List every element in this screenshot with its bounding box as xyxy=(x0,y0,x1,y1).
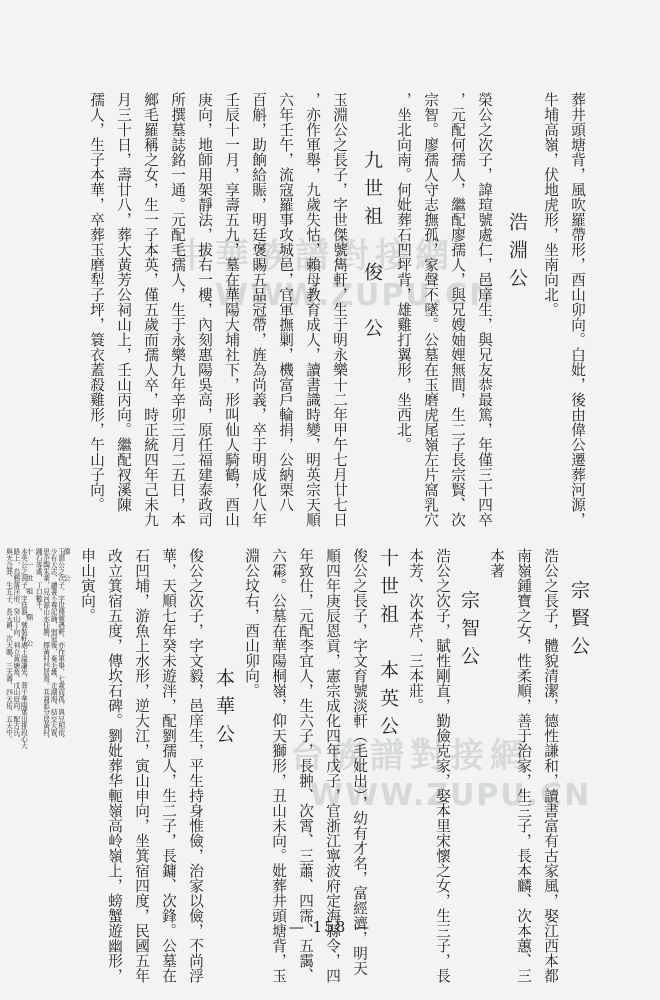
heading-zong-zhi: 宗智公 xyxy=(458,590,480,674)
wei-line-1: 玉淵公之次子，字世傳號遇軒，亦作軍舉，七歲而孤，與兄相依， xyxy=(56,548,65,743)
hao-yuan-line-1: 榮公之次子，諱瑄號處仁，邑庠生，與兄友恭最篤，年僅三十四卒 xyxy=(476,92,493,527)
jun-line-10: 孺人，生子本華，卒葬玉磨犁子坪，簑衣蓋殺雞形，午山子向。 xyxy=(88,92,105,512)
ben-ying-line-1: 俊公之長子，字文育號淡軒（毛妣出），幼有才名，富經濟，明天 xyxy=(351,548,368,976)
ding-line-1: 本英公之長子，字廷器，號裝軒處士謚謙光，葬于華陽葉田排段心大 xyxy=(19,548,28,749)
watermark-chinese-top: 中華族譜對接網 xyxy=(175,236,455,276)
watermark-url-bottom: WWW.ZUPU.CN xyxy=(310,778,592,813)
zong-xian-line-1: 浩公之長子，體貌清潔，德性謙和，讀書富有古家風，娶江西本都 xyxy=(542,548,559,983)
wei-line-4: 踵石等處，丁口數千。 xyxy=(34,548,43,615)
lower-left-block xyxy=(4,548,71,893)
page-number: — 158 — xyxy=(288,918,372,936)
heading-ben-ying: 十世祖 本英公 xyxy=(377,548,399,744)
jun-line-7: 所撰墓誌銘一通。元配毛孺人，生于永樂九年辛卯三月二五日，本 xyxy=(169,92,186,527)
heading-ben-hua: 本華公 xyxy=(213,668,235,752)
watermark-chinese-bottom: 台族譜對接網 xyxy=(290,736,530,776)
jun-line-9: 月三十日，壽廿八，葬大黃芳公祠山上，壬山丙向。繼配衩溪陳 xyxy=(115,92,132,512)
ding-line-3: 與夫合葬，生五子，長天爵、次天賜、三天壽、四天佑、五天中。 xyxy=(4,548,13,743)
heading-ding: 十一世祖 鼎 公 xyxy=(25,548,35,653)
heading-jun: 九世祖 俊 公 xyxy=(361,150,383,346)
ben-hua-line-3: 石凹埔，游魚上水形，逆大江，寅山申向，坐箕宿四度，民國五年 xyxy=(133,548,150,983)
jun-line-3: 六年壬午，流寇羅事攻城邑，官軍撫剿，機富戶輪捐，公納栗八 xyxy=(277,92,294,512)
jun-line-8: 鄉毛羅稱之女，生一子本英，僅五歲而孺人卒，時正統四年己未九 xyxy=(142,92,159,527)
ben-hua-line-2: 華，天順七年癸未遊泮，配劉孺人，生二子，長鏞、次鋒。公墓在 xyxy=(160,548,177,983)
wei-line-2: 少有大志，讀書不尊記誦，弱冠後，棄毛錐，走湖海，結交大賈， xyxy=(49,548,58,743)
hao-yuan-line-2: ，元配何孺人，繼配廖孺人，與兄嫂妯娌無間，生二子長宗賢、次 xyxy=(449,92,466,527)
heading-wei: 偉 公 xyxy=(62,548,72,588)
intro-line-2: 牛埔高嶺，伏地虎形，坐南向北。 xyxy=(542,92,559,317)
hao-yuan-line-3: 宗智。廖孺人守志撫孤，家聲不墜。公墓在玉磨虎尾嶺左片窩乳穴 xyxy=(422,92,439,527)
ben-hua-line-5: 申山寅向。 xyxy=(79,548,96,623)
ben-ying-line-5: 淵公坟右，酉山卯向。 xyxy=(243,548,260,698)
heading-hao-yuan: 浩淵公 xyxy=(506,212,528,296)
jun-line-6: 庚向，地師用架靜法，拔右一樓，內刻惠陽吳高，原任福建泰政司 xyxy=(196,92,213,527)
ben-ying-line-4: 六霦。公墓在華陽桐嶺，仰天獅形，丑山未向。妣葬井頭塘背，玉 xyxy=(270,548,287,983)
watermark-url-top: WWW.ZUPU.CN xyxy=(215,278,497,313)
ben-hua-line-4: 改立箕宿五度，傳坎石碑。劉妣葬华軛嶺高岭嶺上，螃蟹遊幽形， xyxy=(106,548,123,983)
ding-line-2: 路上，烏鴉落洋形，癸山丁向，祠立黃塘角，戊山辰向。配古氏， xyxy=(11,548,20,743)
intro-line-1: 葬井頭塘背，風吹羅帶形，酉山卯向。白妣，後由偉公遷葬河源， xyxy=(569,92,586,527)
zong-zhi-line-2: 本芳、次本芹、三本莊。 xyxy=(407,548,424,713)
jun-line-1: 玉淵公之長子，字世傑號雋軒，生于明永樂十二年甲午七月廿七日 xyxy=(331,92,348,527)
hao-yuan-line-4: ，坐北向南。何妣葬石凹坪背，雄雞打翼形，坐西北。 xyxy=(395,92,412,452)
jun-line-4: 百斛，助餉給賑，明廷褒賜五品冠帶，旌為尚義，卒于明成化八年 xyxy=(250,92,267,527)
zong-xian-line-2: 南嶺鍾寶之女，性柔順，善于治家，生三子，長本麟、次本蕙、三 xyxy=(515,548,532,983)
zong-xian-line-3: 本著 xyxy=(488,548,505,578)
jun-line-2: ，亦作軍舉，九歲失怙，賴母教育成人，讀書識時變，明英宗天順 xyxy=(304,92,321,527)
ben-ying-line-3: 年致仕，元配李宜人，生六子，長翀、次霄、三蕭、四霈、五靄、 xyxy=(297,548,314,983)
ben-ying-line-2: 順四年庚辰恩貢，憲宗成化四年戊子，官浙江寧波府定海縣令，四 xyxy=(324,548,341,983)
heading-zong-xian: 宗賢公 xyxy=(568,580,590,664)
zong-zhi-line-1: 浩公之次子，賦性剛直，勤儉克家，娶本里宋懷之女，生三子，長 xyxy=(434,548,451,983)
ben-hua-line-1: 俊公之次子，字文毅，邑庠生，平生持身惟儉，治家以儉，不尚浮 xyxy=(187,548,204,983)
wei-line-3: 思企陶朱業，見河源山水佳勝，擇黃村凹居焉。其裔派分居黃村、 xyxy=(41,548,50,743)
jun-line-5: 壬辰十一月，享壽五九，墓在華陽大埔社下，形叫仙人騎鶴，酉山 xyxy=(223,92,240,527)
